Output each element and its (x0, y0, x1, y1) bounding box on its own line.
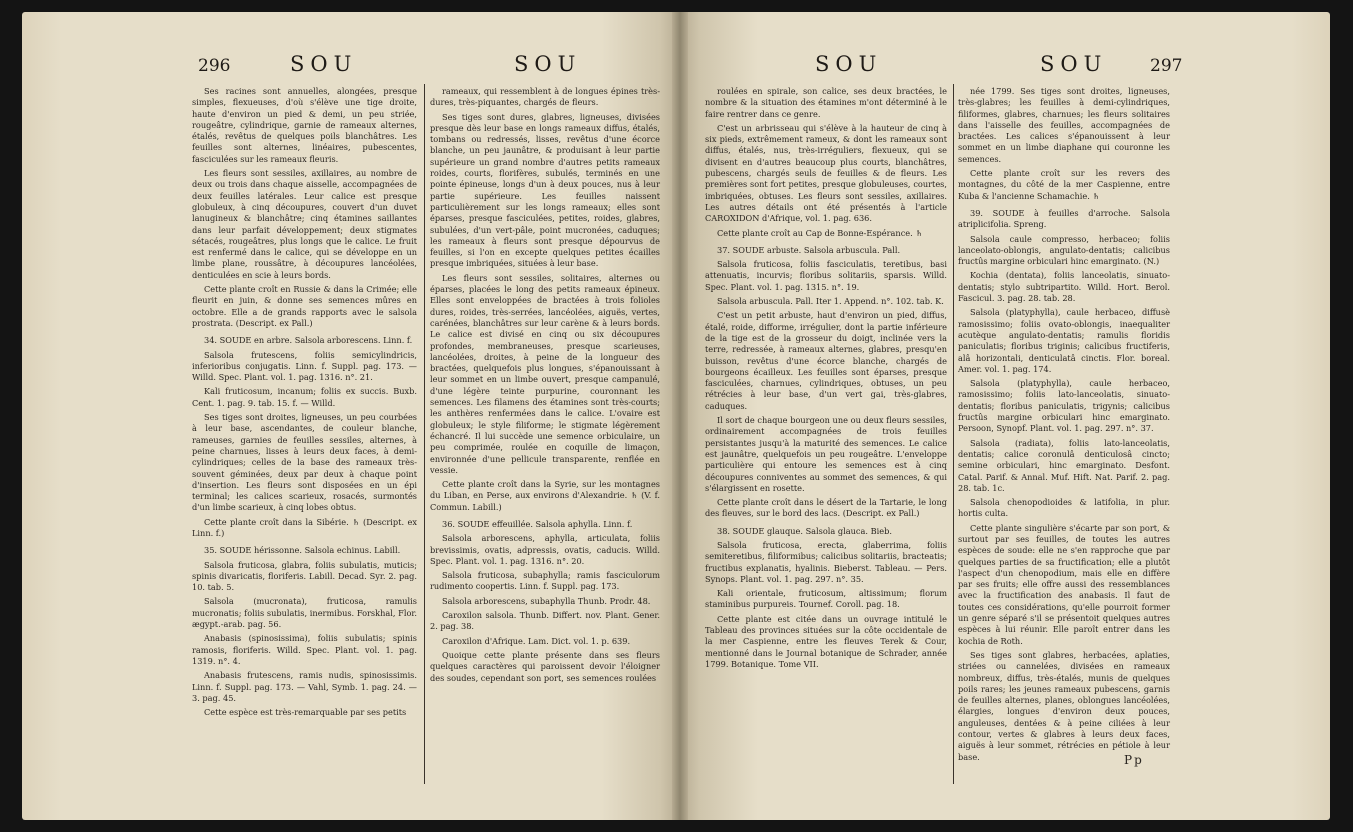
paragraph: née 1799. Ses tiges sont droites, ligneuses, très-glabres; les feuilles à demi-cylindriques, filiformes, glabres, charnues; les fleurs solitaires dans l'aisselle des feuilles, accompagnées de bractées. Les calices s'épanouissent à leur sommet en un limbe diaphane qui couronne les semences. (958, 86, 1170, 164)
paragraph: 37. SOUDE arbuste. Salsola arbuscula. Pall. (717, 244, 901, 255)
right-running-head-1: SOU (815, 52, 883, 76)
paragraph: Cette plante croît au Cap de Bonne-Espérance. ♄ (717, 227, 923, 238)
paragraph: Salsola fruticosa, foliis fasciculatis, teretibus, basi attenuatis, incurvis; floribus solitariis, sparsis. Willd. Spec. Plant. vol. 1. pag. 1315. n°. 19. (705, 259, 947, 292)
paragraph: Anabasis (spinosissima), foliis subulatis; spinis ramosis, floriferis. Willd. Spec. Plant. vol. 1. pag. 1319. n°. 4. (192, 633, 417, 666)
paragraph: Salsola (platyphylla), caule herbaceo, ramosissimo; foliis lato-lanceolatis, sinuato-dentatis; floribus paniculatis, trigynis; calicibus fructûs margine orbiculari hinc emarginato. Persoon, Synopf. Plant. vol. 1. pag. 297. n°. 37. (958, 378, 1170, 434)
paragraph: 35. SOUDE hérissonne. Salsola echinus. Labill. (204, 545, 401, 556)
paragraph: Cette espèce est très-remarquable par ses petits (204, 707, 407, 718)
paragraph: rameaux, qui ressemblent à de longues épines très-dures, très-piquantes, chargés de fleurs. (430, 86, 660, 108)
paragraph: Kochia (dentata), foliis lanceolatis, sinuato-dentatis; stylo subtripartito. Willd. Hort. Berol. Fascicul. 3. pag. 28. tab. 28. (958, 270, 1170, 304)
paragraph: Salsola fruticosa, erecta, glaberrima, foliis semiteretibus, filiformibus; calicibus solitariis, bracteatis; fructibus explanatis, hyalinis. Bieberst. Tableau. — Pers. Synops. Plant. vol. 1. pag. 297. n°. 35. (705, 539, 947, 584)
left-running-head-1: SOU (290, 52, 358, 76)
paragraph: Salsola fruticosa, subaphylla; ramis fasciculorum rudimento coopertis. Linn. f. Suppl. pag. 173. (430, 570, 660, 592)
paragraph: Salsola arbuscula. Pall. Iter 1. Append. n°. 102. tab. K. (717, 296, 944, 307)
paragraph: Caroxilon salsola. Thunb. Differt. nov. Plant. Gener. 2. pag. 38. (430, 610, 660, 632)
paragraph: Il sort de chaque bourgeon une ou deux fleurs sessiles, ordinairement accompagnées de trois feuilles persistantes jusqu'à la maturité des semences. Le calice est jaunâtre, quelquefois un peu rougeâtre. L'enveloppe particulière qui entoure les semences est à cinq découpures conniventes au sommet des semences, & qui s'élargissent en rosette. (705, 415, 947, 493)
paragraph: Salsola caule compresso, herbaceo; foliis lanceolato-oblongis, angulato-dentatis; calicibus fructûs margine orbiculari hinc emarginato. (N.) (958, 233, 1170, 267)
paragraph: Kali orientale, fruticosum, altissimum; florum staminibus purpureis. Tournef. Coroll. pag. 18. (705, 588, 947, 610)
paragraph: Ses tiges sont glabres, herbacées, aplaties, striées ou cannelées, divisées en rameaux nombreux, diffus, très-étalés, munis de quelques poils rares; les jeunes rameaux pubescens, garnis de feuilles alternes, planes, oblongues lancéolées, élargies, longues d'environ deux pouces, anguleuses, dentées & à peine ciliées à leur contour, vertes & glabres à leurs deux faces, aiguës à leur sommet, rétrécies en pétiole à leur base. (958, 649, 1170, 762)
paragraph: Caroxilon d'Afrique. Lam. Dict. vol. 1. p. 639. (442, 635, 631, 646)
paragraph: roulées en spirale, son calice, ses deux bractées, le nombre & la situation des étamines m'ont déterminé à le faire rentrer dans ce genre. (705, 86, 947, 119)
paragraph: Anabasis frutescens, ramis nudis, spinosissimis. Linn. f. Suppl. pag. 173. — Vahl, Symb. 1. pag. 24. — 3. pag. 45. (192, 670, 417, 703)
paragraph: C'est un arbrisseau qui s'élève à la hauteur de cinq à six pieds, extrêmement rameux, & dont les rameaux sont diffus, étalés, nus, très-irréguliers, flexueux, qui se divisent en d'autres beaucoup plus courts, blanchâtres, pubescens, chargés seuls de feuilles & de fleurs. Les premières sont fort petites, presque globuleuses, courtes, imbriquées, obtuses. Les fleurs sont sessiles, axillaires. Les autres détails ont été présentés à l'article CAROXIDON d'Afrique, vol. 1. pag. 636. (705, 122, 947, 224)
paragraph: Cette plante singulière s'écarte par son port, & surtout par ses feuilles, de toutes les autres espèces de soude: elle ne s'en rapproche que par quelques parties de sa fructification; elle a plutôt l'aspect d'un chenopodium, mais elle en diffère par ses fruits; elle offre aussi des ressemblances avec la fructification des anabasis. Il faut de toutes ces considérations, qu'elle pourroit former un genre séparé s'il se présentoit quelques autres espèces à lui réunir. Elle paroît entrer dans les kochia de Roth. (958, 522, 1170, 646)
right-column-1 (705, 86, 947, 776)
signature-mark: Pp (1124, 753, 1144, 767)
right-page-number: 297 (1150, 56, 1183, 76)
paragraph: Ses tiges sont dures, glabres, ligneuses, divisées presque dès leur base en longs rameaux diffus, étalés, tombans ou redressés, lisses, revêtus d'une écorce blanche, un peu jaunâtre, & produisant à leur partie supérieure un grand nombre d'autres petits rameaux roides, courts, florifères, subulés, terminés en une pointe épineuse, longs d'un à deux pouces, nus à leur partie supérieure. Les feuilles naissent particulièrement sur les longs rameaux; elles sont éparses, presque fasciculées, petites, roides, glabres, subulées, d'un vert-pâle, point mucronées, caduques; les rameaux à fleurs sont presque dépourvus de feuilles, si l'on en excepte quelques petites écailles presque imbriquées, situées à leur base. (430, 111, 660, 269)
left-column-1 (192, 86, 417, 776)
paragraph: 38. SOUDE glauque. Salsola glauca. Bieb. (717, 525, 892, 536)
paragraph: Cette plante est citée dans un ouvrage intitulé le Tableau des provinces situées sur la côte occidentale de la mer Caspienne, entre les fleuves Terek & Cour, mentionné dans le Journal botanique de Schrader, année 1799. Botanique. Tome VII. (705, 613, 947, 669)
paragraph: Ses tiges sont droites, ligneuses, un peu courbées à leur base, ascendantes, de couleur blanche, rameuses, garnies de feuilles sessiles, alternes, à peine charnues, lisses à leurs deux faces, à demi-cylindriques; celles de la base des rameaux très-souvent géminées, deux par deux à chaque point d'insertion. Les fleurs sont disposées en un épi terminal; les calices scarieux, rosacés, surmontés d'un limbe scarieux, à cinq lobes obtus. (192, 412, 417, 513)
book-gutter (672, 12, 688, 820)
paragraph: Les fleurs sont sessiles, axillaires, au nombre de deux ou trois dans chaque aisselle, accompagnées de deux feuilles latérales. Leur calice est presque globuleux, à cinq découpures, couvert d'un duvet lanugineux & blanchâtre; cinq étamines saillantes dans leur parfait développement; deux stigmates sétacés, rougeâtres, plus longs que le calice. Le fruit est renfermé dans le calice, qui se développe en un limbe plane, roussâtre, à découpures lancéolées, denticulées en scie à leurs bords. (192, 168, 417, 280)
right-column-rule (953, 84, 954, 784)
paragraph: Les fleurs sont sessiles, solitaires, alternes ou éparses, placées le long des petits rameaux épineux. Elles sont enveloppées de bractées à trois folioles dures, roides, très-serrées, lancéolées, aiguës, vertes, carénées, blanchâtres sur leur carène & à leurs bords. Le calice est divisé en cinq ou six découpures profondes, membraneuses, presque scarieuses, lancéolées, droites, à peine de la longueur des bractées, quelquefois plus longues, s'épanouissant à leur sommet en un limbe ouvert, presque campanulé, d'une légère teinte purpurine, couronnant les semences. Les filamens des étamines sont très-courts; les anthères renfermées dans le calice. L'ovaire est globuleux; le style filiforme; le stigmate légèrement échancré. Il lui succède une semence orbiculaire, un peu comprimée, roulée en coquille de limaçon, environnée d'une pellicule transparente, renflée en vessie. (430, 272, 660, 475)
paragraph: Cette plante croît dans la Syrie, sur les montagnes du Liban, en Perse, aux environs d'Alexandrie. ♄ (V. f. Commun. Labill.) (430, 479, 660, 512)
paragraph: 34. SOUDE en arbre. Salsola arborescens. Linn. f. (204, 335, 413, 346)
paragraph: Ses racines sont annuelles, alongées, presque simples, flexueuses, d'où s'élève une tige droite, haute d'environ un pied & demi, un peu striée, rougeâtre, cylindrique, garnie de rameaux alternes, étalés, revêtus de quelques poils blanchâtres. Les feuilles sont alternes, linéaires, pubescentes, fasciculées sur les rameaux fleuris. (192, 86, 417, 164)
paragraph: Salsola frutescens, foliis semicylindricis, inferioribus conjugatis. Linn. f. Suppl. pag. 173. — Willd. Spec. Plant. vol. 1. pag. 1316. n°. 21. (192, 349, 417, 383)
paragraph: Cette plante croît dans la Sibérie. ♄ (Descript. ex Linn. f.) (192, 516, 417, 538)
left-running-head-2: SOU (514, 52, 582, 76)
left-column-2 (430, 86, 660, 776)
paragraph: Kali fruticosum, incanum; foliis ex succis. Buxb. Cent. 1. pag. 9. tab. 15. f. — Willd. (192, 386, 417, 408)
paragraph: 39. SOUDE à feuilles d'arroche. Salsola atriplicifolia. Spreng. (958, 207, 1170, 230)
paragraph: C'est un petit arbuste, haut d'environ un pied, diffus, étalé, roide, difforme, irrégulier, dont la partie inférieure de la tige est de la grosseur du doigt, inclinée vers la terre, redressée, à rameaux alternes, glabres, presqu'en buisson, revêtus d'une écorce blanche, chargés de bourgeons écailleux. Les feuilles sont éparses, presque fasciculées, charnues, cylindriques, obtuses, un peu rétrécies à leur base, d'un vert gai, très-glabres, caduques. (705, 310, 947, 411)
paragraph: Cette plante croît sur les revers des montagnes, du côté de la mer Caspienne, entre Kuba & l'ancienne Schamachie. ♄ (958, 168, 1170, 201)
paragraph: Cette plante croît en Russie & dans la Crimée; elle fleurit en juin, & donne ses semences mûres en octobre. Elle a de grands rapports avec le salsola prostrata. (Descript. ex Pall.) (192, 284, 417, 328)
paragraph: 36. SOUDE effeuillée. Salsola aphylla. Linn. f. (442, 518, 633, 529)
left-column-rule (424, 84, 425, 784)
paragraph: Salsola chenopodioides & latifolia, in plur. hortis culta. (958, 497, 1170, 519)
paragraph: Cette plante croît dans le désert de la Tartarie, le long des fleuves, sur le bord des lacs. (Descript. ex Pall.) (705, 497, 947, 519)
paragraph: Salsola (platyphylla), caule herbaceo, diffusè ramosissimo; foliis ovato-oblongis, inaequaliter acutèque angulato-dentatis; ramulis floridis paniculatis; floribus triginis; calicibus fructiferis, alâ horizontali, denticulatâ cinctis. Flor. boreal. Amer. vol. 1. pag. 174. (958, 307, 1170, 374)
paragraph: Salsola arborescens, subaphylla Thunb. Prodr. 48. (442, 595, 651, 606)
paragraph: Salsola arborescens, aphylla, articulata, foliis brevissimis, ovatis, adpressis, ovatis, caducis. Willd. Spec. Plant. vol. 1. pag. 1316. n°. 20. (430, 533, 660, 566)
paragraph: Salsola fruticosa, glabra, foliis subulatis, muticis; spinis divaricatis, floriferis. Labill. Decad. Syr. 2. pag. 10. tab. 5. (192, 559, 417, 593)
left-page-number: 296 (198, 56, 231, 76)
paragraph: Salsola (radiata), foliis lato-lanceolatis, dentatis; calice coronulâ denticulosâ cincto; semine orbiculari, hinc emarginato. Desfont. Catal. Parif. & Annal. Muf. Hift. Nat. Parif. 2. pag. 28. tab. 1c. (958, 437, 1170, 493)
right-column-2 (958, 86, 1170, 762)
paragraph: Salsola (mucronata), fruticosa, ramulis mucronatis; foliis subulatis, inermibus. Forskhal, Flor. ægypt.-arab. pag. 56. (192, 596, 417, 630)
paragraph: Quoique cette plante présente dans ses fleurs quelques caractères qui paroissent devoir l'éloigner des soudes, cependant son port, ses semences roulées (430, 649, 660, 683)
right-running-head-2: SOU (1040, 52, 1108, 76)
